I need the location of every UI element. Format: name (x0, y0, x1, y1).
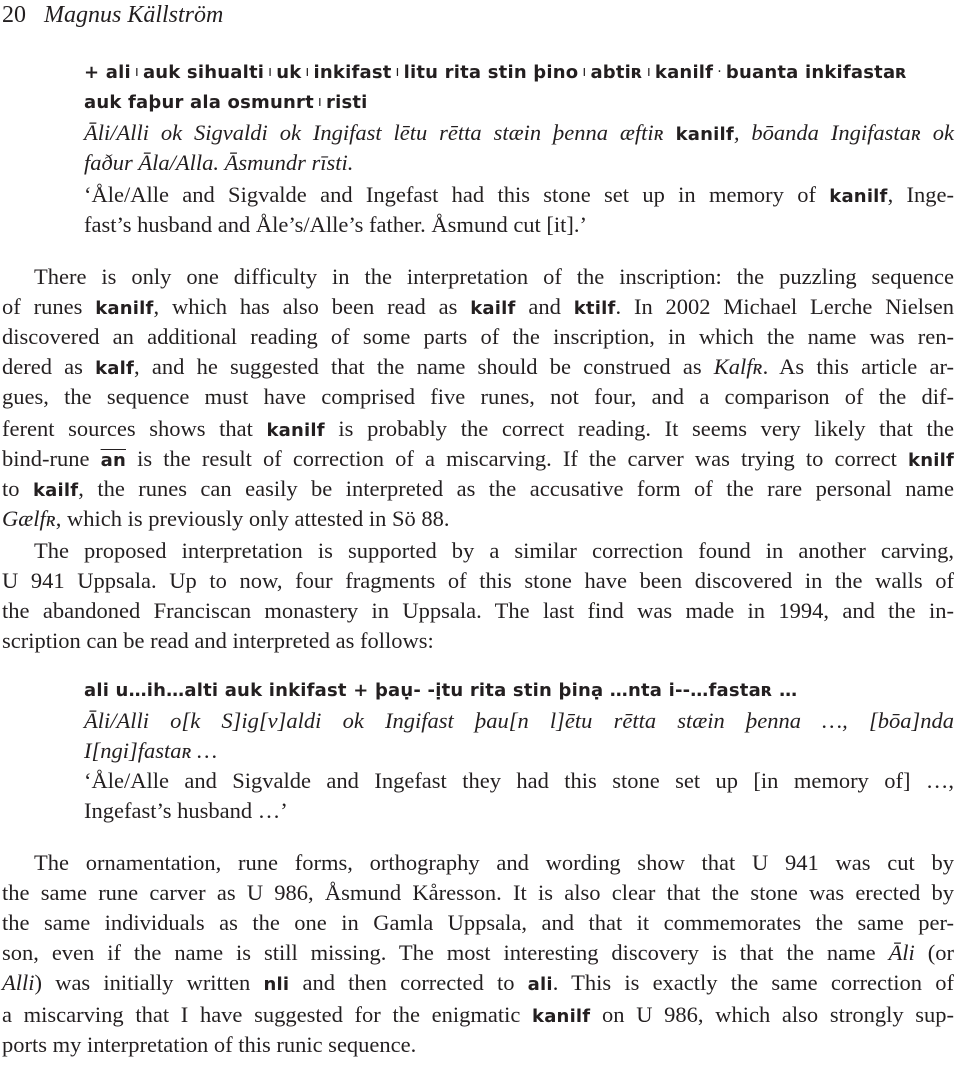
body-line: The ornamentation, rune forms, orthography and wording show that U 941 was cut by (34, 850, 954, 875)
body-line: There is only one difficulty in the interpretation of the inscription: the puzzling sequence (34, 264, 954, 289)
body-line: to kailf, the runes can easily be interpreted as the accusative form of the rare personal name (2, 476, 954, 501)
normalization-line-2: faður Āla/Alla. Āsmundr rīsti. (84, 150, 354, 175)
running-author: Magnus Källström (44, 2, 224, 28)
body-line: discovered an additional reading of some parts of the inscription, in which the name was ren- (2, 324, 954, 349)
normalization-line-1: Āli/Alli ok Sigvaldi ok Ingifast lētu rētta stæin þenna æftiʀ kanilf, bōanda Ingifastaʀ ok (84, 120, 954, 145)
body-line: son, even if the name is still missing. The most interesting discovery is that the name Āli (or (2, 940, 954, 965)
body-line: scription can be read and interpreted as follows: (2, 628, 434, 653)
runic-transliteration-line-2: auk faþur ala osmunrt ı risti (84, 92, 368, 113)
body-line: a miscarving that I have suggested for the enigmatic kanilf on U 986, which also strongly sup- (2, 1002, 955, 1027)
body-line: Gælfʀ, which is previously only attested in Sö 88. (2, 506, 450, 531)
body-line: The proposed interpretation is supported by a similar correction found in another carving, (34, 538, 954, 563)
body-line: dered as kalf, and he suggested that the name should be construed as Kalfʀ. As this article ar- (2, 354, 955, 379)
running-header (2, 0, 223, 30)
body-line: gues, the sequence must have comprised five runes, not four, and a comparison of the dif- (2, 384, 954, 409)
translation-u941-line-1: ‘Åle/Alle and Sigvalde and Ingefast they had this stone set up [in memory of] …, (84, 768, 954, 793)
body-line: the abandoned Franciscan monastery in Uppsala. The last find was made in 1994, and the in- (2, 598, 954, 623)
body-line: the same individuals as the one in Gamla Uppsala, and that it commemorates the same per- (2, 910, 954, 935)
runic-transliteration-u941: ali u…ih…alti auk inkifast + þaụ- -ịtu rita stin þinạ …nta i--…fastaʀ … (84, 680, 798, 701)
normalization-u941-line-2: I[ngi]fastaʀ … (84, 738, 218, 763)
translation-line-2: fast’s husband and Åle’s/Alle’s father. Åsmund cut [it].’ (84, 212, 588, 237)
page-number: 20 (2, 2, 26, 28)
translation-line-1: ‘Åle/Alle and Sigvalde and Ingefast had this stone set up in memory of kanilf, Inge- (84, 182, 954, 207)
body-line: of runes kanilf, which has also been read as kailf and ktilf. In 2002 Michael Lerche Nielsen (2, 294, 954, 319)
body-line: ferent sources shows that kanilf is probably the correct reading. It seems very likely that the (2, 416, 954, 441)
normalization-u941-line-1: Āli/Alli o[k S]ig[v]aldi ok Ingifast þau[n l]ētu rētta stæin þenna …, [bōa]nda (84, 708, 954, 733)
body-line: ports my interpretation of this runic sequence. (2, 1032, 417, 1057)
body-line: U 941 Uppsala. Up to now, four fragments of this stone have been discovered in the walls of (2, 568, 954, 593)
body-line: Alli) was initially written nli and then corrected to ali. This is exactly the same correction of (2, 970, 954, 995)
body-line: bind-rune $\overline{an}$ is the result of correction of a miscarving. If the carver was trying to correct knilf (2, 446, 954, 471)
body-line: the same rune carver as U 986, Åsmund Kåresson. It is also clear that the stone was erected by (2, 880, 954, 905)
translation-u941-line-2: Ingefast’s husband …’ (84, 798, 288, 823)
runic-transliteration-line-1: + ali ı auk sihualti ı uk ı inkifast ı litu rita stin þino ı abtiʀ ı kanilf · buanta inkifastaʀ (84, 62, 908, 83)
